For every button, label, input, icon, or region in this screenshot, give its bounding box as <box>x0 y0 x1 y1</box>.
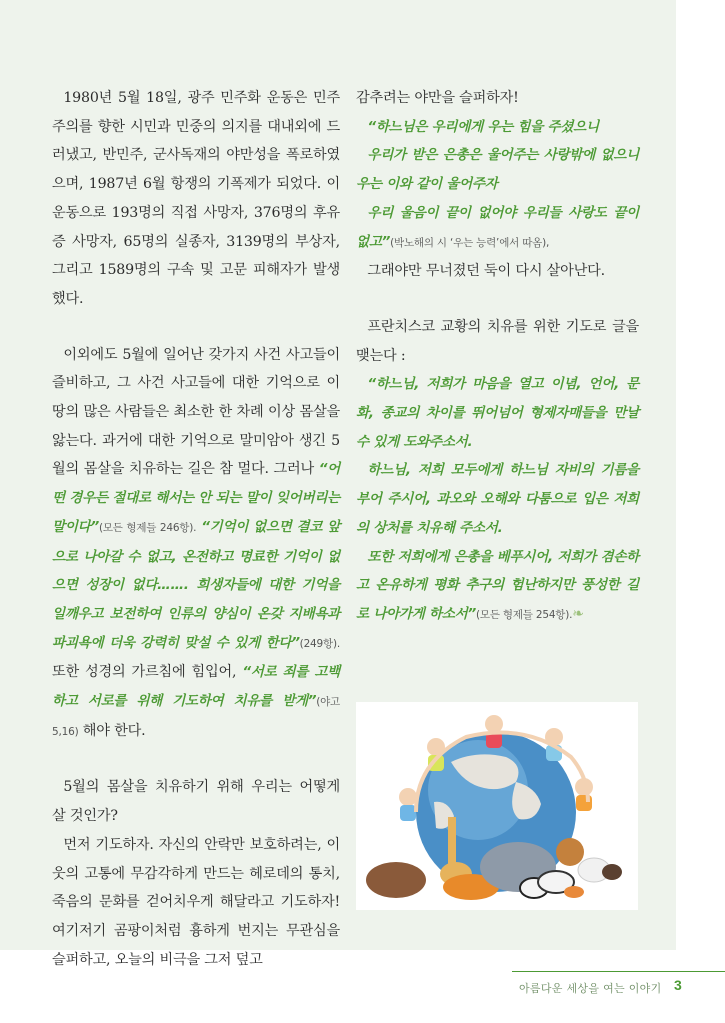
citation: (249항). <box>299 637 340 650</box>
citation: (야고 5,16) <box>52 696 340 738</box>
leaf-end-mark: ❧ <box>572 605 584 622</box>
body-text: 해야 한다. <box>78 722 146 739</box>
citation: (모든 형제들 246항). <box>98 521 197 534</box>
poem-line <box>356 199 639 257</box>
quote: “기억이 없으면 결코 앞으로 나아갈 수 없고, 온전하고 명료한 기억이 없으면 성장이 없다……. 희생자들에 대한 기억을 일깨우고 보전하여 인류의 양심이 온갖 지배욕과 파괴욕에 더욱 강력히 맞설 수 있게 한다” <box>52 518 340 651</box>
footer-title: 아름다운 세상을 여는 이야기 <box>519 982 662 995</box>
lion <box>556 838 584 866</box>
quote: 우리 울음이 끝이 없어야 우리들 사랑도 끝이 없고” <box>356 204 639 250</box>
prayer-line <box>356 543 639 630</box>
citation: (모든 형제들 254항). <box>475 608 573 621</box>
bear <box>366 862 426 898</box>
ostrich <box>602 864 622 880</box>
left-column <box>52 84 340 974</box>
poem-line <box>356 113 639 142</box>
paragraph: 5월의 몸살을 치유하기 위해 우리는 어떻게 살 것인가? <box>52 779 340 825</box>
quote: “하느님은 우리에게 우는 힘을 주셨으니 <box>367 118 599 135</box>
quote: “서로 죄를 고백하고 서로를 위해 기도하여 치유를 받게” <box>52 664 340 710</box>
fox <box>564 886 584 898</box>
person-head <box>399 788 417 806</box>
paragraph <box>52 341 340 747</box>
paragraph: 감추려는 야만을 슬퍼하자! <box>356 90 519 106</box>
paragraph: 먼저 기도하자. 자신의 안락만 보호하려는, 이웃의 고통에 무감각하게 만드는 헤로데의 통치, 죽음의 문화를 걷어치우게 해달라고 기도하자! 여기저기 곰팡이처럼 흉하게 번지는 무관심을 슬퍼하고, 오늘의 비극을 그저 덮고 <box>52 836 340 968</box>
prayer-line <box>356 370 639 456</box>
paragraph: 그래야만 무너졌던 둑이 다시 살아난다. <box>367 263 605 280</box>
quote: 우리가 받은 은총은 울어주는 사랑밖에 없으니 우는 이와 같이 울어주자 <box>356 147 639 193</box>
paragraph: 프란치스코 교황의 치유를 위한 기도로 글을 맺는다 : <box>356 318 639 364</box>
quote: “하느님, 저희가 마음을 열고 이념, 언어, 문화, 종교의 차이를 뛰어넘어 형제자매들을 만날 수 있게 도와주소서. <box>356 376 639 450</box>
globe-people-animals-svg <box>356 702 638 910</box>
footer-rule <box>512 971 725 972</box>
prayer-line <box>356 456 639 542</box>
quote: 또한 저희에게 은총을 베푸시어, 저희가 겸손하고 온유하게 평화 추구의 험난하지만 풍성한 길로 나아가게 하소서” <box>356 548 639 622</box>
person-head <box>485 715 503 733</box>
paragraph: 1980년 5월 18일, 광주 민주화 운동은 민주주의를 향한 시민과 민중의 의지를 대내외에 드러냈고, 반민주, 군사독재의 야만성을 폭로하였으며, 1987년 6월 항쟁의 기폭제가 되었다. 이 운동으로 193명의 직접 사망자, 376명의 후유증 사망자, 65명의 실종자, 3139명의 부상자, 그리고 1589명의 구속 및 고문 피해자가 발생했다. <box>52 90 340 307</box>
right-column <box>356 84 639 630</box>
person-body <box>400 805 416 821</box>
quote: “어떤 경우든 절대로 해서는 안 되는 말이 잊어버리는 말이다” <box>52 461 340 535</box>
globe-illustration <box>356 702 638 910</box>
page-number: 3 <box>674 977 682 993</box>
citation: (박노해의 시 ‘우는 능력’에서 따옴), <box>390 236 550 249</box>
poem-line <box>356 141 639 198</box>
body-text: 또한 성경의 가르침에 힘입어, <box>52 664 243 681</box>
body-text: 이외에도 5월에 일어난 갖가지 사건 사고들이 즐비하고, 그 사건 사고들에 대한 기억으로 이 땅의 많은 사람들은 최소한 한 차례 이상 몸살을 앓는다. 과거에 대한 기억으로 말미암아 생긴 5월의 몸살을 치유하는 길은 참 멀다. 그러나 <box>52 346 340 478</box>
quote: 하느님, 저희 모두에게 하느님 자비의 기름을 부어 주시어, 과오와 오해와 다툼으로 입은 저희의 상처를 치유해 주소서. <box>356 462 639 536</box>
